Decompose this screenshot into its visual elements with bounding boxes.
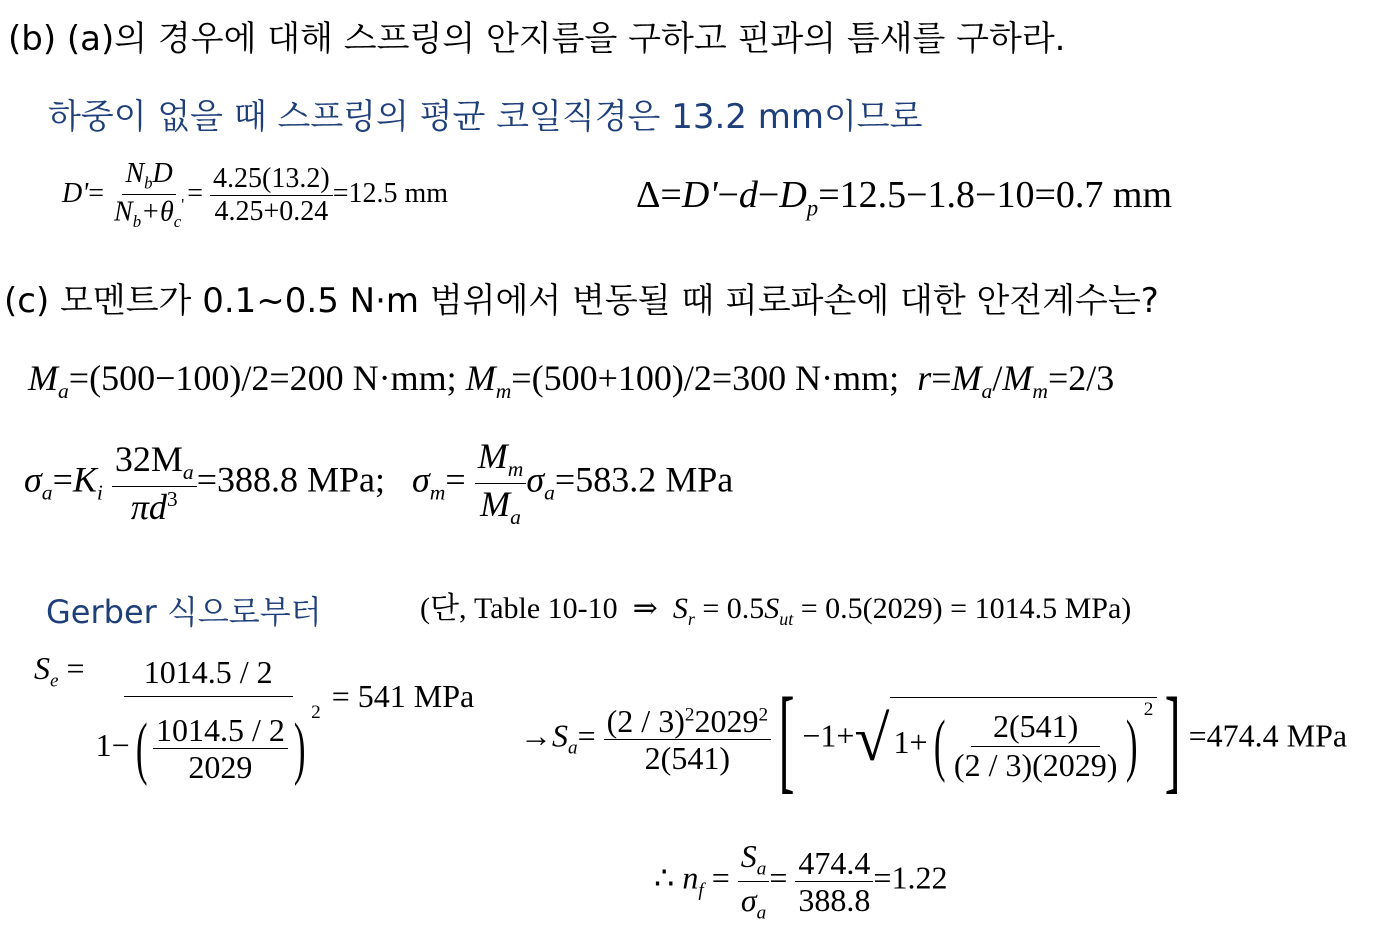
table-note: (단, Table 10-10 ⇒ $S_r = 0.5S_{ut} = 0.5(2029) = 1014.5$ MPa): [420, 592, 1132, 629]
strength-stress-fraction: $\frac{S_a}{\sigma_a}$: [738, 840, 770, 922]
part-b-intro: 하중이 없을 때 스프링의 평균 코일직경은 13.2 mm이므로: [48, 97, 923, 137]
equation-delta: $\Delta=D'-d-D_p=12.5-1.8-10=0.7$ mm: [636, 174, 1173, 221]
d-prime-symbol: D': [62, 177, 89, 209]
gerber-label: Gerber 식으로부터: [46, 593, 322, 631]
numeric-fraction: $\frac{4.25(13.2)}{4.25+0.24}$: [210, 165, 333, 226]
equation-sa: $\to S_a=$ $\frac{(2 / 3)^22029^2}{2(541)}$ [ −1+√ 1+( $\frac{2(541)}{(2 / 3)(2029)}$ ) $^2$] =474.4 MPa: [520, 673, 1348, 804]
equation-se: $S_e$ = 1014.5 / 2 1−( $\frac{1014.5 / 2}{2029}$ ) $^2$ = 541 MPa: [34, 650, 475, 787]
sqrt-term: 1+( $\frac{2(541)}{(2 / 3)(2029)}$ ) $^2$: [890, 697, 1158, 781]
safety-factor-result: =1.22: [873, 859, 948, 896]
numeric-safety-fraction: $\frac{474.4}{388.8}$: [795, 847, 873, 916]
endurance-fraction: 1014.5 / 2 1−( $\frac{1014.5 / 2}{2029}$ ) $^2$: [95, 654, 321, 787]
sa-fraction: $\frac{(2 / 3)^22029^2}{2(541)}$: [604, 705, 771, 774]
equation-stresses: $\sigma_a=K_i$ $\frac{32M_a}{\pi d^3}$ =388.8 MPa; $\sigma_m=$ $\frac{M_m}{M_a}$ $\sigma_a=583.2$ MPa: [24, 436, 734, 529]
moment-ratio-fraction: $\frac{M_m}{M_a}$: [475, 438, 527, 529]
bending-stress-fraction: $\frac{32M_a}{\pi d^3}$: [112, 441, 197, 525]
equation-safety-factor: ∴ $n_f$ = $\frac{S_a}{\sigma_a}$ = $\frac{474.4}{388.8}$ =1.22: [654, 838, 948, 923]
part-c-heading: (c) 모멘트가 0.1~0.5 N·m 범위에서 변동될 때 피로파손에 대한 안전계수는?: [4, 281, 1159, 321]
therefore-symbol: ∴: [654, 859, 675, 896]
equation-moments: $M_a=(500-100)/2=200$ N·mm; $M_m=(500+100)/2=300$ N·mm; $r=M_a/M_m=2/3$: [28, 358, 1115, 404]
equation-d-prime: D'= $\frac{N_bD}{N_b+\theta_c'}$ = $\frac{4.25(13.2)}{4.25+0.24}$ =12.5 mm: [62, 158, 449, 232]
delta-result: =12.5−1.8−10=0.7 mm: [818, 174, 1173, 216]
coil-ratio-fraction: $\frac{N_bD}{N_b+\theta_c'}$: [114, 158, 185, 232]
implies-arrow: ⇒: [632, 592, 658, 625]
part-b-heading: (b) (a)의 경우에 대해 스프링의 안지름을 구하고 핀과의 틈새를 구하라.: [8, 19, 1066, 59]
d-prime-result: =12.5 mm: [332, 177, 449, 209]
